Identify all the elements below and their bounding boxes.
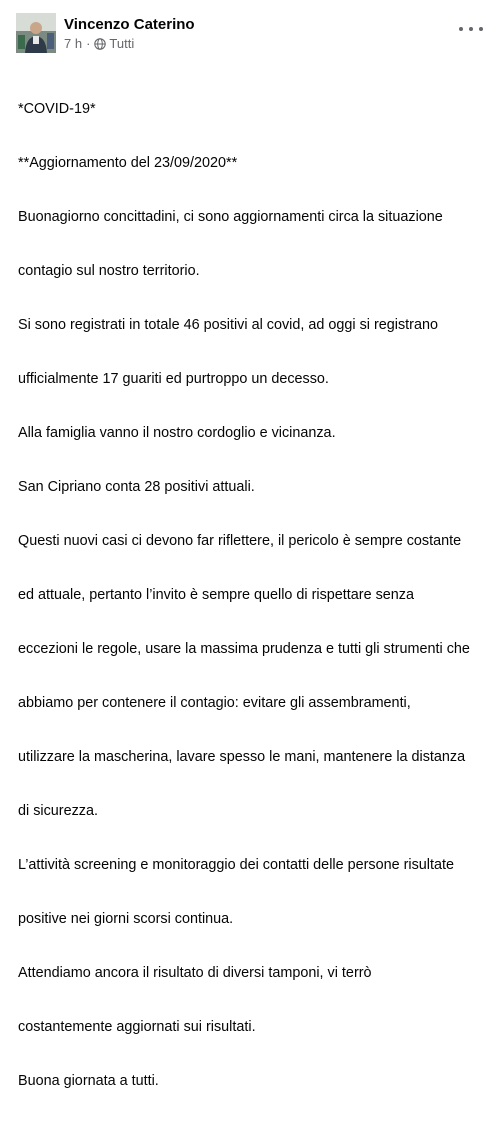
- post-text-line: *COVID-19*: [18, 101, 96, 117]
- avatar-photo: [16, 13, 56, 53]
- post-text-line: abbiamo per contenere il contagio: evitare gli assembramenti,: [18, 695, 411, 711]
- post-header: [16, 12, 195, 54]
- post-meta: [64, 15, 195, 52]
- more-options-icon[interactable]: [459, 20, 483, 38]
- more-dot: [479, 27, 483, 31]
- post-text-line: utilizzare la mascherina, lavare spesso le mani, mantenere la distanza: [18, 749, 466, 765]
- post-text-line: contagio sul nostro territorio.: [18, 263, 200, 279]
- post-text: [18, 64, 493, 1126]
- author-name[interactable]: Vincenzo Caterino: [64, 15, 195, 33]
- post-text-line: positive nei giorni scorsi continua.: [18, 911, 234, 927]
- post-text-line: eccezioni le regole, usare la massima prudenza e tutti gli strumenti che: [18, 641, 470, 657]
- post-text-line: Alla famiglia vanno il nostro cordoglio e vicinanza.: [18, 425, 336, 441]
- audience-label[interactable]: Tutti: [109, 35, 135, 51]
- post-text-line: Buona giornata a tutti.: [18, 1073, 159, 1089]
- more-dot: [459, 27, 463, 31]
- post-text-line: ufficialmente 17 guariti ed purtroppo un decesso.: [18, 371, 329, 387]
- avatar[interactable]: [16, 13, 56, 53]
- post-text-line: L’attività screening e monitoraggio dei contatti delle persone risultate: [18, 857, 454, 873]
- meta-separator: ·: [86, 35, 91, 51]
- post-text-line: di sicurezza.: [18, 803, 98, 819]
- post-text-line: Questi nuovi casi ci devono far riflettere, il pericolo è sempre costante: [18, 533, 462, 549]
- post-text-line: **Aggiornamento del 23/09/2020**: [18, 155, 238, 171]
- post-text-line: costantemente aggiornati sui risultati.: [18, 1019, 256, 1035]
- post-text-line: ed attuale, pertanto l’invito è sempre quello di rispettare senza: [18, 587, 414, 603]
- post-text-line: Si sono registrati in totale 46 positivi al covid, ad oggi si registrano: [18, 317, 438, 333]
- post-text-line: San Cipriano conta 28 positivi attuali.: [18, 479, 255, 495]
- post-time[interactable]: 7 h: [64, 35, 83, 51]
- post-text-line: Buonagiorno concittadini, ci sono aggiornamenti circa la situazione: [18, 209, 443, 225]
- post-text-line: Attendiamo ancora il risultato di diversi tamponi, vi terrò: [18, 965, 372, 981]
- more-dot: [469, 27, 473, 31]
- globe-icon: [94, 38, 106, 50]
- post-subline: [64, 36, 195, 52]
